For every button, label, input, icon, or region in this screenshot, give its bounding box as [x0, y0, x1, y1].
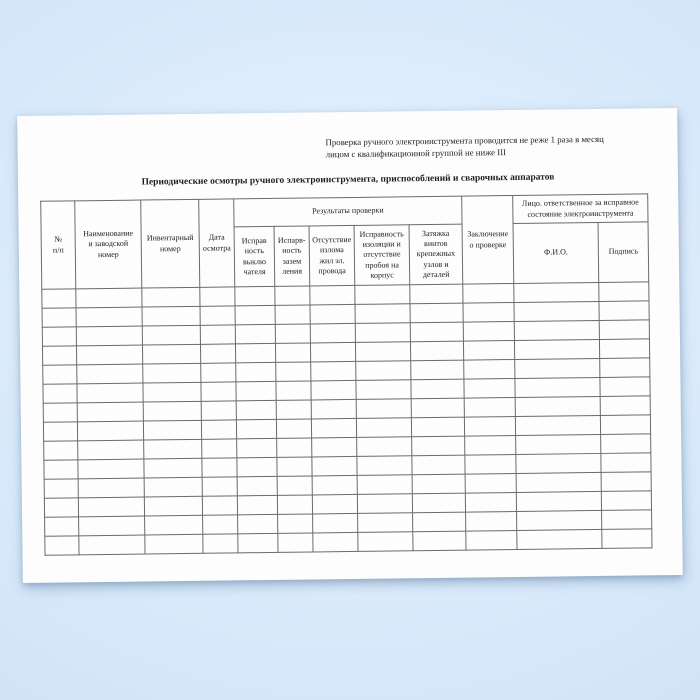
empty-cell [464, 359, 515, 379]
empty-cell [358, 532, 413, 552]
empty-cell [515, 396, 600, 416]
note-line-2: лицом с квалификационной группой не ниже III [325, 146, 507, 160]
empty-cell [238, 533, 278, 552]
empty-cell [602, 510, 652, 530]
empty-cell [236, 381, 276, 400]
empty-cell [276, 419, 311, 438]
col-header-name-serial: Наименование и заводской номер [75, 200, 142, 289]
empty-cell [201, 401, 236, 420]
empty-cell [516, 472, 601, 492]
empty-cell [203, 515, 238, 534]
empty-cell [599, 320, 649, 340]
empty-cell [237, 438, 277, 457]
empty-cell [76, 345, 142, 365]
empty-cell [412, 436, 465, 456]
empty-cell [310, 323, 355, 343]
empty-cell [278, 533, 313, 552]
empty-cell [465, 473, 516, 493]
empty-cell [465, 492, 516, 512]
inspection-log-table [40, 193, 652, 555]
empty-cell [413, 531, 466, 551]
empty-cell [357, 494, 412, 514]
empty-cell [466, 530, 517, 550]
empty-cell [517, 510, 602, 530]
empty-cell [237, 476, 277, 495]
empty-cell [237, 457, 277, 476]
empty-cell [44, 479, 78, 498]
empty-cell [42, 289, 76, 308]
empty-cell [42, 346, 76, 365]
empty-cell [79, 535, 145, 555]
empty-cell [202, 458, 237, 477]
empty-cell [600, 377, 650, 397]
empty-cell [42, 308, 76, 327]
empty-cell [200, 325, 235, 344]
empty-cell [514, 301, 599, 321]
empty-cell [310, 304, 355, 324]
empty-cell [144, 458, 202, 478]
empty-cell [143, 363, 201, 383]
empty-cell [601, 491, 651, 511]
empty-cell [412, 493, 465, 513]
empty-cell [143, 401, 201, 421]
empty-cell [201, 420, 236, 439]
empty-cell [410, 284, 463, 304]
empty-cell [238, 514, 278, 533]
group-header-responsible-person: Лицо. ответственное за исправное состояние электроинструмента [513, 194, 648, 224]
empty-cell [516, 491, 601, 511]
empty-cell [356, 380, 411, 400]
empty-cell [236, 400, 276, 419]
empty-cell [43, 384, 77, 403]
empty-cell [275, 286, 310, 305]
empty-cell [355, 304, 410, 324]
empty-cell [200, 306, 235, 325]
empty-cell [464, 378, 515, 398]
empty-cell [313, 532, 358, 552]
empty-cell [410, 303, 463, 323]
empty-cell [143, 420, 201, 440]
empty-cell [76, 326, 142, 346]
empty-cell [464, 397, 515, 417]
empty-cell [600, 415, 650, 435]
empty-cell [355, 323, 410, 343]
empty-cell [78, 440, 144, 460]
empty-cell [601, 453, 651, 473]
empty-cell [202, 439, 237, 458]
empty-cell [235, 343, 275, 362]
col-header-insulation-ok: Исправность изоляции и отсутствие пробоя на корпус [354, 225, 410, 286]
empty-cell [275, 305, 310, 324]
empty-cell [599, 301, 649, 321]
empty-cell [42, 327, 76, 346]
empty-cell [201, 363, 236, 382]
empty-cell [311, 399, 356, 419]
empty-cell [357, 475, 412, 495]
col-header-grounding-ok: Испарв- ность зазем ления [274, 226, 310, 286]
empty-cell [77, 402, 143, 422]
empty-cell [413, 512, 466, 532]
empty-cell [237, 495, 277, 514]
empty-cell [357, 437, 412, 457]
document-title: Периодические осмотры ручного электроинструмента, приспособлений и сварочных аппаратов [141, 172, 555, 188]
empty-cell [357, 456, 412, 476]
col-header-wire-ok: Отсутствие излома жил эл. провода [309, 225, 355, 286]
empty-cell [43, 365, 77, 384]
empty-cell [202, 477, 237, 496]
empty-cell [515, 339, 600, 359]
empty-cell [602, 529, 652, 549]
empty-cell [355, 342, 410, 362]
empty-cell [43, 422, 77, 441]
empty-cell [599, 282, 649, 302]
col-header-signature: Подпись [598, 222, 649, 283]
empty-cell [463, 321, 514, 341]
empty-cell [202, 496, 237, 515]
empty-cell [411, 417, 464, 437]
empty-cell [310, 285, 355, 305]
empty-cell [143, 382, 201, 402]
empty-cell [311, 380, 356, 400]
note-line-1: Проверка ручного электроинструмента проводится не реже 1 раза в месяц [325, 133, 604, 148]
empty-cell [78, 497, 144, 517]
document-page [17, 108, 683, 583]
empty-cell [277, 438, 312, 457]
col-header-fio: Ф.И.О. [513, 222, 599, 283]
empty-cell [356, 399, 411, 419]
empty-cell [236, 362, 276, 381]
empty-cell [411, 398, 464, 418]
empty-cell [515, 377, 600, 397]
group-header-check-results: Результаты проверки [234, 196, 462, 227]
empty-cell [77, 364, 143, 384]
empty-cell [410, 322, 463, 342]
empty-cell [310, 342, 355, 362]
empty-cell [278, 514, 313, 533]
empty-cell [514, 320, 599, 340]
empty-cell [464, 340, 515, 360]
empty-cell [43, 403, 77, 422]
empty-cell [44, 460, 78, 479]
empty-cell [355, 285, 410, 305]
col-header-screws-ok: Затяжка винтов крепежных узлов и деталей [409, 224, 463, 285]
empty-cell [356, 418, 411, 438]
empty-cell [312, 475, 357, 495]
empty-cell [465, 454, 516, 474]
empty-cell [312, 494, 357, 514]
empty-cell [76, 307, 142, 327]
empty-cell [236, 419, 276, 438]
empty-cell [45, 517, 79, 536]
col-header-inventory: Инвентарный номер [141, 199, 200, 288]
empty-cell [515, 358, 600, 378]
empty-cell [515, 415, 600, 435]
empty-cell [44, 441, 78, 460]
empty-cell [78, 478, 144, 498]
empty-cell [358, 513, 413, 533]
empty-cell [142, 287, 200, 307]
empty-cell [600, 396, 650, 416]
empty-cell [235, 305, 275, 324]
empty-cell [465, 435, 516, 455]
empty-cell [144, 477, 202, 497]
empty-cell [276, 362, 311, 381]
col-header-conclusion: Заключение о проверке [462, 196, 514, 285]
empty-cell [517, 529, 602, 549]
empty-cell [411, 360, 464, 380]
empty-cell [275, 343, 310, 362]
empty-cell [142, 325, 200, 345]
empty-cell [463, 302, 514, 322]
empty-cell [203, 534, 238, 553]
empty-cell [275, 324, 310, 343]
empty-cell [235, 286, 275, 305]
empty-cell [412, 455, 465, 475]
empty-cell [277, 476, 312, 495]
empty-cell [313, 513, 358, 533]
inspection-frequency-note [325, 133, 655, 161]
empty-cell [78, 459, 144, 479]
empty-cell [145, 515, 203, 535]
empty-cell [312, 437, 357, 457]
col-header-date: Дата осмотра [199, 199, 235, 287]
empty-cell [311, 361, 356, 381]
table-header [41, 194, 649, 289]
empty-cell [466, 511, 517, 531]
empty-cell [200, 344, 235, 363]
empty-cell [79, 516, 145, 536]
empty-cell [77, 383, 143, 403]
empty-cell [514, 282, 599, 302]
empty-cell [235, 324, 275, 343]
empty-cell [144, 439, 202, 459]
empty-cell [601, 434, 651, 454]
empty-cell [144, 496, 202, 516]
col-header-number: № п/п [41, 201, 76, 289]
empty-cell [516, 434, 601, 454]
empty-cell [600, 339, 650, 359]
empty-cell [412, 474, 465, 494]
empty-cell [312, 456, 357, 476]
empty-cell [77, 421, 143, 441]
table-body [42, 282, 652, 555]
empty-cell [276, 400, 311, 419]
empty-cell [276, 381, 311, 400]
empty-cell [76, 288, 142, 308]
empty-cell [145, 534, 203, 554]
empty-cell [516, 453, 601, 473]
col-header-switch-ok: Исправ ность выклю чателя [234, 226, 275, 286]
empty-cell [600, 358, 650, 378]
empty-cell [277, 495, 312, 514]
empty-cell [356, 361, 411, 381]
empty-cell [601, 472, 651, 492]
empty-cell [464, 416, 515, 436]
empty-cell [311, 418, 356, 438]
empty-cell [277, 457, 312, 476]
empty-cell [142, 306, 200, 326]
empty-cell [201, 382, 236, 401]
empty-cell [410, 341, 463, 361]
empty-cell [200, 287, 235, 306]
empty-cell [463, 283, 514, 303]
empty-cell [411, 379, 464, 399]
empty-cell [142, 344, 200, 364]
empty-cell [44, 498, 78, 517]
empty-cell [45, 536, 79, 555]
